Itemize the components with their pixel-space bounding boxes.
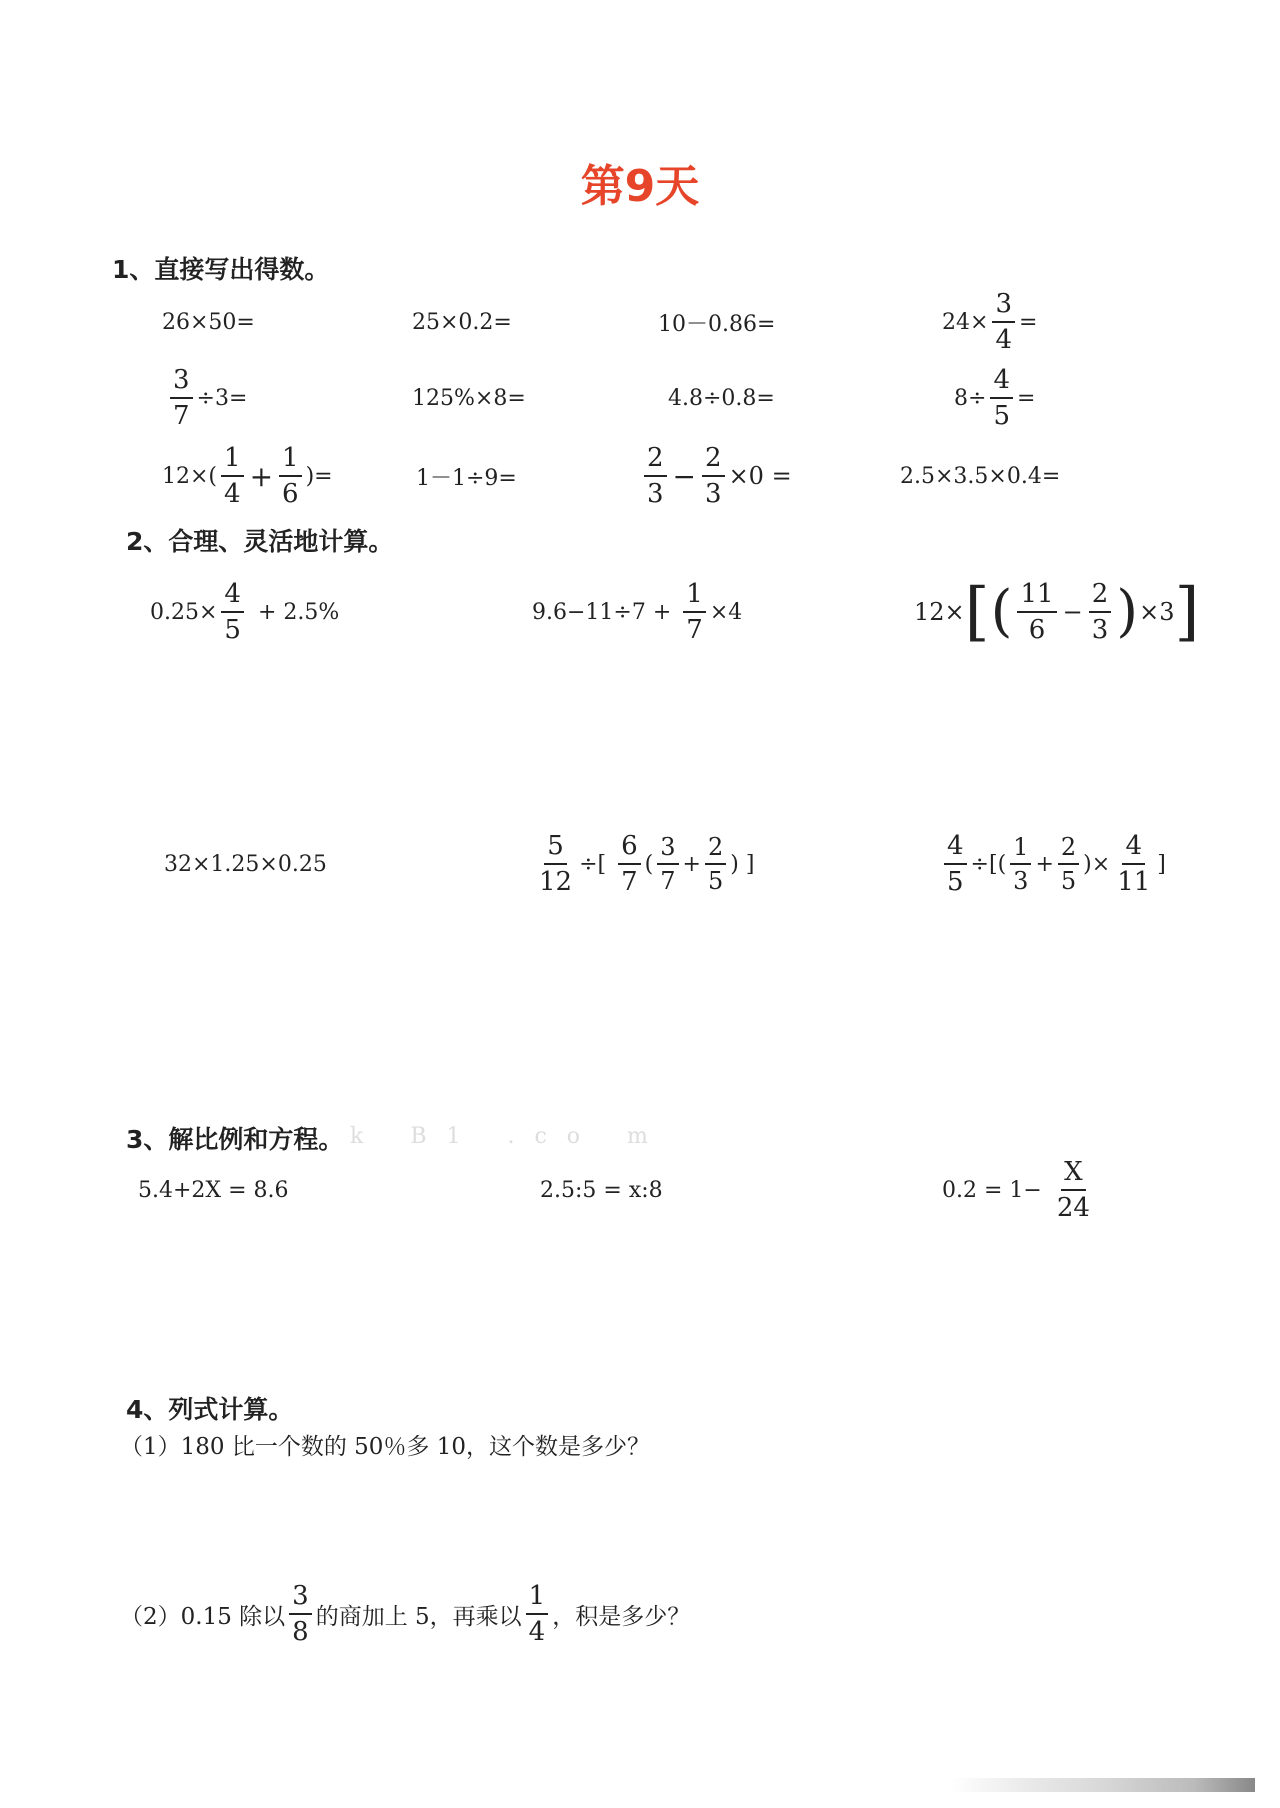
q1-r1c4: 24× $\frac{3}{4}$ = <box>942 289 1038 355</box>
q1-r2c4: 8÷ $\frac{4}{5}$ = <box>954 365 1036 431</box>
section-1-heading: 1、直接写出得数。 <box>112 255 330 284</box>
q4-problem-1: （1）180 比一个数的 50％多 10，这个数是多少？ <box>120 1434 650 1460</box>
q1-r2c3: 4.8÷0.8= <box>668 385 775 411</box>
q1-r3c2: 1－1÷9= <box>416 465 517 491</box>
q2-c: 12× [ ( 11 6 − $\frac{2}{3}$ ) ×3 ] <box>914 575 1200 649</box>
q1-r3c4: 2.5×3.5×0.4= <box>900 463 1061 489</box>
section-2-heading: 2、合理、灵活地计算。 <box>126 527 394 556</box>
q2-e: $\frac{5}{12}$ ÷[ 6 7 ( 3 7 + $\frac{2}{5}$ ) ] <box>539 831 755 897</box>
q1-r3c1: 12×( 1 4 + $\frac{1}{6}$ )= <box>162 443 333 509</box>
q1-r2c2: 125%×8= <box>412 385 526 411</box>
section-3-heading: 3、解比例和方程。 <box>126 1125 344 1154</box>
q1-r3c3: 2 3 − $\frac{2}{3}$ ×0 = <box>640 436 792 516</box>
q3-b: 2.5:5 = x:8 <box>540 1177 663 1203</box>
q4-problem-2: （2）0.15 除以 3 8 的商加上 5，再乘以 1 4 ，积是多少？ <box>120 1581 691 1647</box>
scan-edge-shadow <box>950 1778 1255 1792</box>
section-4-heading: 4、列式计算。 <box>126 1395 294 1424</box>
q3-a: 5.4+2X = 8.6 <box>138 1177 289 1203</box>
q2-d: 32×1.25×0.25 <box>164 851 327 877</box>
q2-a: 0.25× $\frac{4}{5}$ + 2.5% <box>150 579 340 645</box>
watermark-text: k B1 .co m <box>350 1124 668 1149</box>
q2-b: 9.6−11÷7 + $\frac{1}{7}$ ×4 <box>532 579 743 645</box>
q1-r1c1: 26×50= <box>162 309 255 335</box>
q3-c: 0.2 = 1− $\frac{X}{24}$ <box>942 1157 1090 1223</box>
q1-r2c1: $\frac{3}{7}$ ÷3= <box>166 358 247 438</box>
q2-f: $\frac{4}{5}$ ÷[( 1 3 + $\frac{2}{5}$ )× $\frac{4}{11}$ ] <box>940 824 1166 904</box>
q1-r1c3: 10－0.86= <box>658 311 776 337</box>
page-title: 第9天 <box>580 161 700 212</box>
q1-r1c2: 25×0.2= <box>412 309 512 335</box>
